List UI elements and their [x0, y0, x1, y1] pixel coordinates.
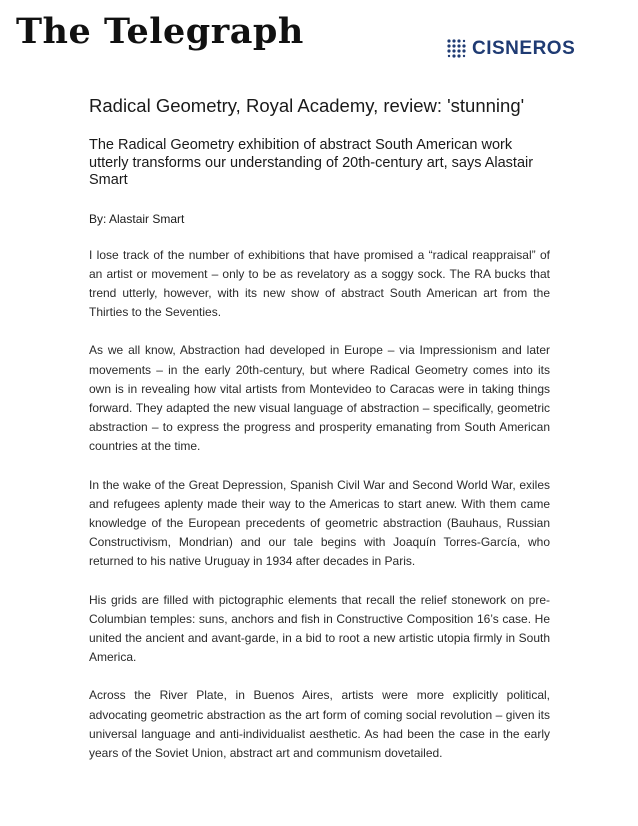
dotted-grid-icon — [446, 38, 468, 58]
body-paragraph: As we all know, Abstraction had developed in Europe – via Impressionism and later movements – in the early 20th-century, but where Radical Geometry comes into its own is in revealing how vital artists from Montevideo to Caracas were in taking things forward. They adapted the new visual language of abstraction – specifically, geometric abstraction – to express the progress and prosperity emanating from South American countries at the time. — [89, 343, 550, 454]
body-paragraph: In the wake of the Great Depression, Spanish Civil War and Second World War, exiles and refugees aplenty made their way to the Americas to start anew. With them came knowledge of the European precedents of geometric abstraction (Bauhaus, Russian Constructivism, Mondrian) and our tale begins with Joaquín Torres-García, who returned to his native Uruguay in 1934 after decades in Paris. — [89, 477, 550, 569]
body-paragraph: I lose track of the number of exhibitions that have promised a “radical reappraisal” of an artist or movement – only to be as revelatory as a soggy sock. The RA bucks that trend utterly, however, with its new show of abstract South American art from the Thirties to the Seventies. — [89, 247, 550, 320]
sponsor-name: CISNEROS — [472, 37, 576, 59]
article-body — [89, 246, 550, 764]
masthead-logo: The Telegraph — [16, 11, 304, 52]
body-paragraph: His grids are filled with pictographic elements that recall the relief stonework on pre-Columbian temples: suns, anchors and fish in Constructive Composition 16’s case. He united the ancient and avant-garde, in a bid to root a new artistic utopia firmly in South America. — [89, 592, 550, 665]
sponsor-logo — [446, 38, 575, 58]
article-headline: Radical Geometry, Royal Academy, review: 'stunning' — [89, 95, 525, 116]
body-paragraph: Across the River Plate, in Buenos Aires, artists were more explicitly political, advocating geometric abstraction as the art form of coming social revolution – given its universal language and anti-individualist aesthetic. As had been the case in the early years of the Soviet Union, abstract art and communism dovetailed. — [89, 688, 550, 760]
article-byline: By: Alastair Smart — [89, 211, 185, 226]
article — [89, 94, 550, 763]
article-standfirst: The Radical Geometry exhibition of abstract South American work utterly transforms our understanding of 20th-century art, says Alastair Smart — [89, 137, 534, 188]
